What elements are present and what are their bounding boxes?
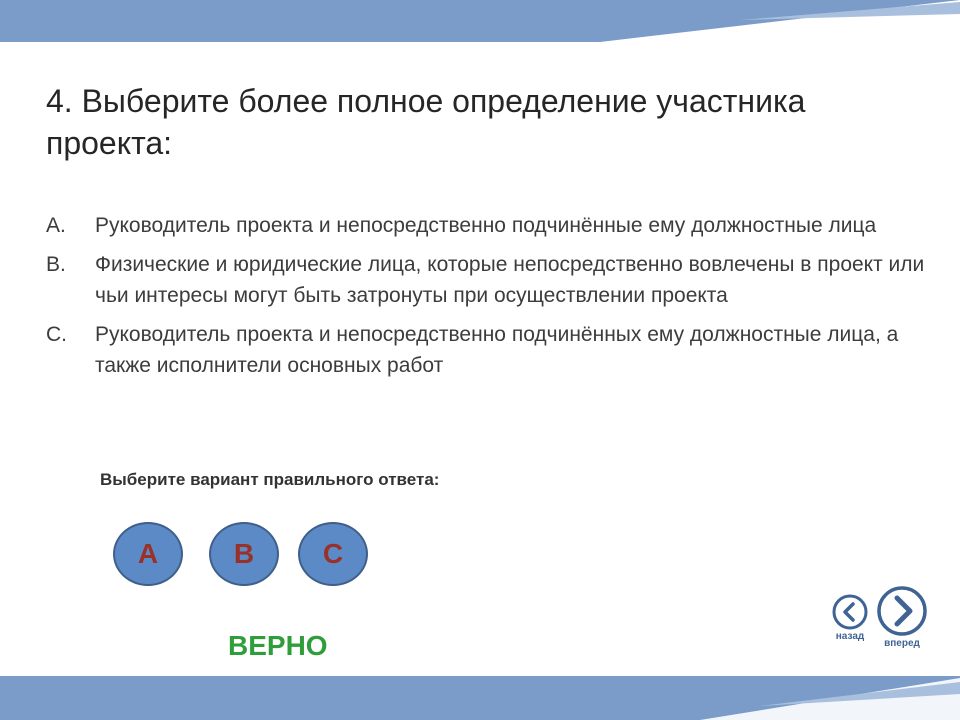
top-decorative-band — [0, 0, 960, 42]
choice-button-c[interactable] — [298, 522, 368, 586]
choice-button-b[interactable] — [209, 522, 279, 586]
forward-button[interactable] — [876, 585, 928, 649]
result-message: ВЕРНО — [228, 630, 328, 661]
answer-text: Руководитель проекта и непосредственно подчинённых ему должностные лица, а также исполнители основных работ — [95, 323, 899, 377]
answer-list — [46, 210, 926, 389]
answer-prompt: Выберите вариант правильного ответа: — [100, 470, 440, 489]
answer-option-a — [46, 210, 926, 241]
question-title: 4. Выберите более полное определение участника проекта: — [46, 83, 806, 161]
chevron-right-icon — [876, 585, 928, 637]
chevron-left-icon — [832, 594, 868, 630]
answer-letter: C. — [46, 323, 67, 346]
bottom-decorative-band — [0, 676, 960, 720]
choice-button-a[interactable] — [113, 522, 183, 586]
choice-label: A — [137, 538, 159, 569]
back-button[interactable] — [832, 594, 868, 642]
answer-letter: B. — [46, 253, 66, 276]
back-label: назад — [835, 631, 865, 642]
choice-label: C — [322, 538, 344, 569]
answer-text: Руководитель проекта и непосредственно подчинённые ему должностные лица — [95, 214, 877, 237]
answer-text: Физические и юридические лица, которые непосредственно вовлечены в проект или чьи интересы могут быть затронуты при осуществлении проекта — [95, 253, 925, 307]
forward-label: вперед — [884, 638, 920, 649]
answer-letter: A. — [46, 214, 66, 237]
answer-option-b — [46, 249, 926, 311]
choice-label: B — [233, 538, 255, 569]
answer-option-c — [46, 319, 926, 381]
